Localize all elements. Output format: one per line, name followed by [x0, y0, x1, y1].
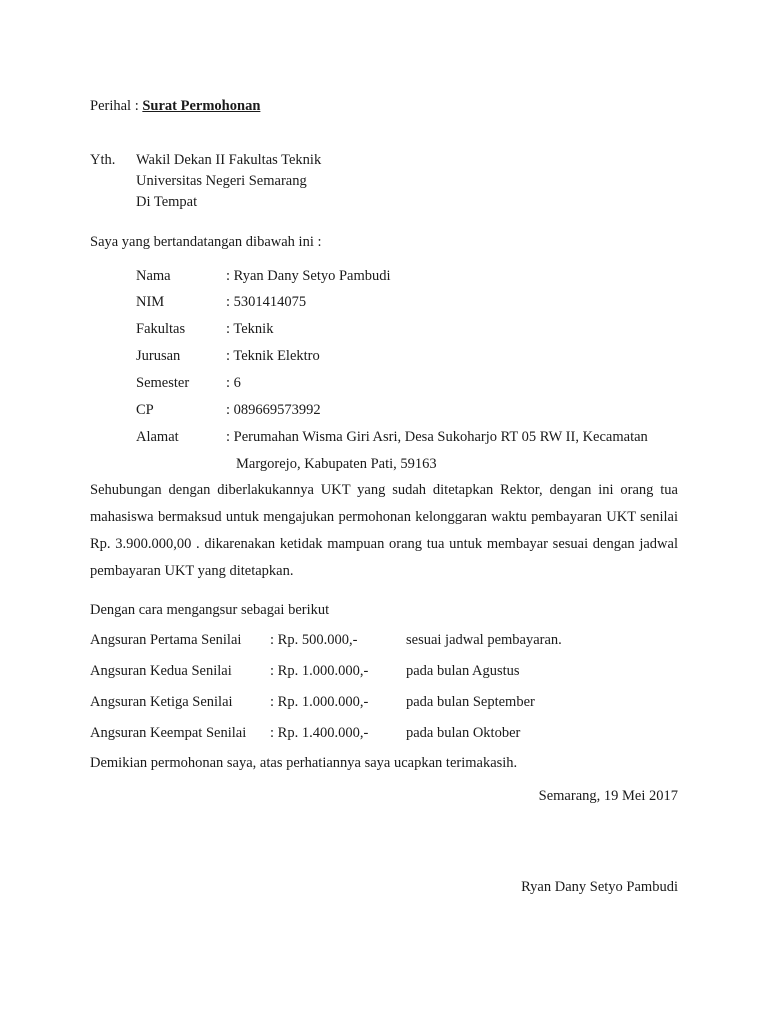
- identity-value: : Teknik: [226, 321, 274, 337]
- signatory-name: Ryan Dany Setyo Pambudi: [521, 879, 678, 895]
- installment-amount: : Rp. 1.000.000,-: [270, 694, 369, 710]
- identity-label: Semester: [136, 375, 190, 391]
- identity-label: Fakultas: [136, 321, 186, 337]
- installment-name: Angsuran Kedua Senilai: [90, 663, 232, 679]
- installment-note: pada bulan Oktober: [406, 725, 521, 741]
- intro-text: Saya yang bertandatangan dibawah ini :: [90, 234, 322, 250]
- identity-label: Nama: [136, 268, 171, 284]
- subject-line: [90, 97, 260, 115]
- subject-label: Perihal :: [90, 98, 139, 114]
- subject-value: Surat Permohonan: [142, 98, 261, 114]
- installment-note: pada bulan September: [406, 694, 535, 710]
- identity-value: : 6: [226, 375, 241, 391]
- addressee-label: Yth.: [90, 152, 116, 168]
- addressee-line: Universitas Negeri Semarang: [136, 173, 307, 189]
- place-date: Semarang, 19 Mei 2017: [538, 788, 678, 804]
- address-continuation: Margorejo, Kabupaten Pati, 59163: [236, 456, 437, 472]
- identity-label: NIM: [136, 294, 165, 310]
- installment-name: Angsuran Ketiga Senilai: [90, 694, 233, 710]
- closing-text: Demikian permohonan saya, atas perhatiannya saya ucapkan terimakasih.: [90, 755, 518, 771]
- identity-value: : Teknik Elektro: [226, 348, 320, 364]
- installment-name: Angsuran Keempat Senilai: [90, 725, 247, 741]
- identity-value: : 089669573992: [226, 402, 321, 418]
- identity-label: CP: [136, 402, 154, 418]
- addressee-line: Di Tempat: [136, 194, 198, 210]
- installment-note: pada bulan Agustus: [406, 663, 520, 679]
- installment-name: Angsuran Pertama Senilai: [90, 632, 242, 648]
- identity-value: : 5301414075: [226, 294, 307, 310]
- addressee-line: Wakil Dekan II Fakultas Teknik: [136, 152, 322, 168]
- identity-value: : Perumahan Wisma Giri Asri, Desa Sukoharjo RT 05 RW II, Kecamatan: [226, 429, 648, 445]
- installment-amount: : Rp. 1.400.000,-: [270, 725, 369, 741]
- identity-value: : Ryan Dany Setyo Pambudi: [226, 268, 391, 284]
- identity-label: Alamat: [136, 429, 179, 445]
- installments-intro: Dengan cara mengangsur sebagai berikut: [90, 602, 330, 618]
- installment-amount: : Rp. 1.000.000,-: [270, 663, 369, 679]
- installment-note: sesuai jadwal pembayaran.: [406, 632, 562, 648]
- body-paragraph: Sehubungan dengan diberlakukannya UKT yang sudah ditetapkan Rektor, dengan ini orang tua mahasiswa bermaksud untuk mengajukan permohonan kelonggaran waktu pembayaran UKT senilai Rp. 3.900.000,00 . dikarenakan ketidak mampuan orang tua untuk membayar sesuai dengan jadwal pembayaran UKT yang ditetapkan.: [90, 482, 678, 579]
- identity-label: Jurusan: [136, 348, 181, 364]
- installment-amount: : Rp. 500.000,-: [270, 632, 358, 648]
